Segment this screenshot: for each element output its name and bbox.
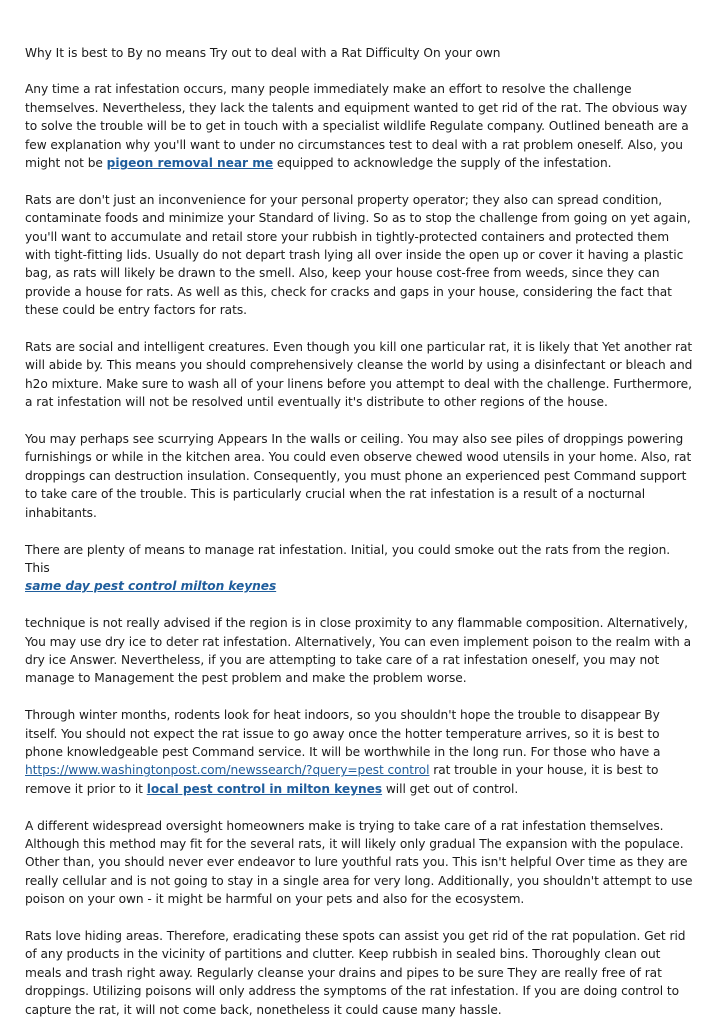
paragraph-1-text-before: Any time a rat infestation occurs, many people immediately make an effort to resolve the challenge themselves. Nevertheless, they lack the talents and equipment wanted to get rid of the rat. The obvious way to solve the trouble will be to get in touch with a specialist wildlife Regulate company. Outlined beneath are a few explanation why you'll want to under no circumstances test to deal with a rat problem oneself. Also, you might not be [25, 82, 689, 171]
paragraph-1 [25, 80, 694, 172]
paragraph-5-text: There are plenty of means to manage rat infestation. Initial, you could smoke out the rats from the region. This [25, 542, 671, 575]
paragraph-2: Rats are don't just an inconvenience for your personal property operator; they also can spread condition, contaminate foods and minimize your Standard of living. So as to stop the challenge from going on yet again, you'll want to accumulate and retail store your rubbish in tightly-protected containers and protected them with tight-fitting lids. Usually do not depart trash lying all over inside the open up or cover it having a plastic bag, as rats will likely be drawn to the smell. Also, keep your house cost-free from weeds, since they can provide a house for rats. As well as this, check for cracks and gaps in your house, considering the fact that these could be entry factors for rats. [25, 192, 691, 318]
paragraph-7-text-after: will get out of control. [382, 781, 519, 796]
paragraph-5 [25, 541, 694, 596]
paragraph-7-text-middle: rat trouble in your house, it is best to remove it prior to it [25, 763, 659, 796]
paragraph-7-text-before: Through winter months, rodents look for heat indoors, so you shouldn't hope the trouble to disappear By itself. You should not expect the rat issue to go away once the hotter temperature arrives, so it is best to phone knowledgeable pest Command service. It will be worthwhile in the long run. For those who have a [25, 708, 661, 759]
pigeon-removal-link[interactable]: pigeon removal near me [106, 156, 274, 171]
paragraph-8: A different widespread oversight homeowners make is trying to take care of a rat infestation themselves. Although this method may fit for the several rats, it will likely only gradual The expansion with the populace. Other than, you should never ever endeavor to lure youthful rats you. This isn't helpful Over time as they are really cellular and is not going to stay in a single area for very long. Additionally, you shouldn't attempt to use poison on your own - it might be harmful on your pets and also for the ecosystem. [25, 818, 693, 907]
page-title: Why It is best to By no means Try out to deal with a Rat Difficulty On your own [25, 46, 501, 60]
paragraph-7 [25, 706, 694, 798]
paragraph-4: You may perhaps see scurrying Appears In the walls or ceiling. You may also see piles of droppings powering furnishings or while in the kitchen area. You could even observe chewed wood utensils in your home. Also, rat droppings can destruction insulation. Consequently, you must phone an experienced pest Command support to take care of the trouble. This is particularly crucial when the rat infestation is a result of a nocturnal inhabitants. [25, 432, 692, 520]
paragraph-6: technique is not really advised if the region is in close proximity to any flammable composition. Alternatively, You may use dry ice to deter rat infestation. Alternatively, You can even implement poison to the realm with a dry ice Answer. Nevertheless, if you are attempting to take care of a rat infestation oneself, you may not manage to Management the pest problem and make the problem worse. [25, 616, 692, 686]
paragraph-9: Rats love hiding areas. Therefore, eradicating these spots can assist you get rid of the rat population. Get rid of any products in the vicinity of partitions and clutter. Keep rubbish in sealed bins. Thoroughly clean out meals and trash right away. Regularly cleanse your drains and pipes to be sure They are really free of rat droppings. Utilizing poisons will only address the symptoms of the rat infestation. If you are doing control to capture the rat, it will not come back, nonetheless it could cause many hassle. [25, 928, 686, 1017]
local-pest-control-link[interactable]: local pest control in milton keynes [146, 781, 383, 796]
same-day-pest-control-link[interactable]: same day pest control milton keynes [25, 579, 277, 594]
washingtonpost-search-link[interactable]: https://www.washingtonpost.com/newssearch/?query=pest control [25, 763, 430, 778]
paragraph-1-text-after: equipped to acknowledge the supply of the infestation. [273, 156, 612, 171]
paragraph-3: Rats are social and intelligent creatures. Even though you kill one particular rat, it is likely that Yet another rat will abide by. This means you should comprehensively cleanse the world by using a disinfectant or bleach and h2o mixture. Make sure to wash all of your linens before you attempt to deal with the challenge. Furthermore, a rat infestation will not be resolved until eventually it's distribute to other regions of the house. [25, 340, 693, 410]
